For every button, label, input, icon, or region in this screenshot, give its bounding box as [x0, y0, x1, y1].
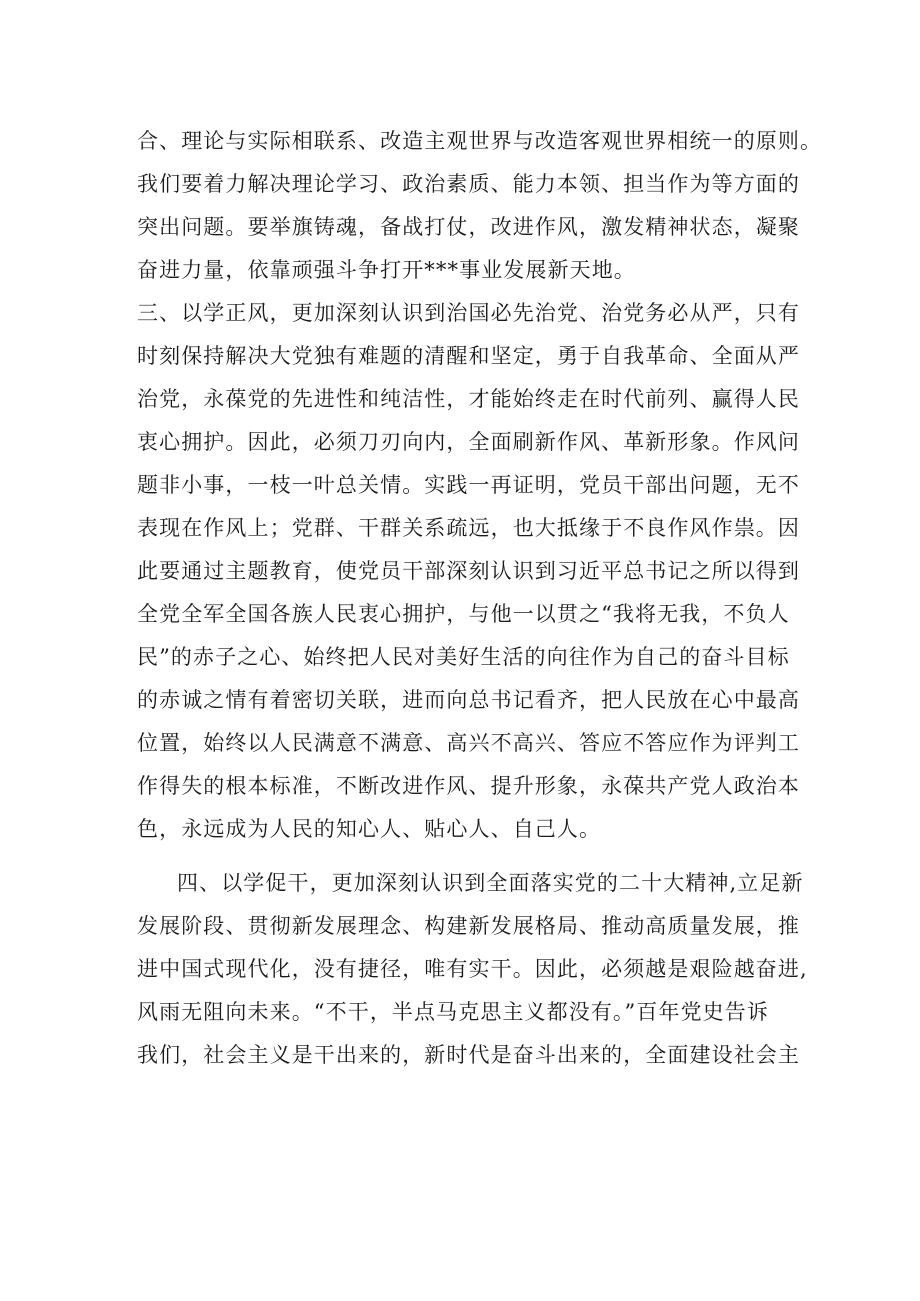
text-line: 突出问题。要举旗铸魂，备战打仗，改进作风，激发精神状态，凝聚: [137, 215, 800, 239]
text-line: 时刻保持解决大党独有难题的清醒和坚定，勇于自我革命、全面从严: [137, 344, 800, 368]
text-line: 进中国式现代化，没有捷径，唯有实干。因此，必须越是艰险越奋进,: [137, 957, 808, 981]
text-line-first-indented: 四、以学促干，更加深刻认识到全面落实党的二十大精神,立足新: [177, 871, 804, 895]
text-line: 三、以学正风，更加深刻认识到治国必先治党、治党务必从严，只有: [137, 301, 800, 325]
text-line: 表现在作风上；党群、干群关系疏远，也大抵缘于不良作风作祟。因: [137, 516, 800, 540]
paragraph-spacer: [137, 851, 797, 862]
text-line: 我们，社会主义是干出来的，新时代是奋斗出来的，全面建设社会主: [137, 1043, 800, 1067]
text-line: 治党，永葆党的先进性和纯洁性，才能始终走在时代前列、赢得人民: [137, 387, 800, 411]
paragraph-section-three: [137, 292, 800, 851]
text-line: 题非小事，一枝一叶总关情。实践一再证明，党员干部出问题，无不: [137, 473, 800, 497]
text-line: 位置，始终以人民满意不满意、高兴不高兴、答应不答应作为评判工: [137, 731, 800, 755]
text-line: 作得失的根本标准，不断改进作风、提升形象，永葆共产党人政治本: [137, 774, 800, 798]
document-body: [137, 120, 823, 1077]
text-line: 奋进力量，依靠顽强斗争打开***事业发展新天地。: [137, 258, 636, 282]
text-line: 色，永远成为人民的知心人、贴心人、自己人。: [137, 817, 602, 841]
paragraph-principle-continuation: [137, 120, 823, 292]
text-line: 合、理论与实际相联系、改造主观世界与改造客观世界相统一的原则。: [137, 129, 823, 153]
text-line: 民”的赤子之心、始终把人民对美好生活的向往作为自己的奋斗目标: [137, 645, 790, 669]
text-line: 我们要着力解决理论学习、政治素质、能力本领、担当作为等方面的: [137, 172, 800, 196]
text-line: 衷心拥护。因此，必须刀刃向内，全面刷新作风、革新形象。作风问: [137, 430, 800, 454]
text-line: 全党全军全国各族人民衷心拥护，与他一以贯之“我将无我，不负人: [137, 602, 790, 626]
text-line: 此要通过主题教育，使党员干部深刻认识到习近平总书记之所以得到: [137, 559, 800, 583]
paragraph-section-four: [137, 862, 808, 1077]
text-line: 风雨无阻向未来。“不干，半点马克思主义都没有。”百年党史告诉: [137, 1000, 769, 1024]
text-line: 发展阶段、贯彻新发展理念、构建新发展格局、推动高质量发展，推: [137, 914, 800, 938]
text-line: 的赤诚之情有着密切关联，进而向总书记看齐，把人民放在心中最高: [137, 688, 800, 712]
